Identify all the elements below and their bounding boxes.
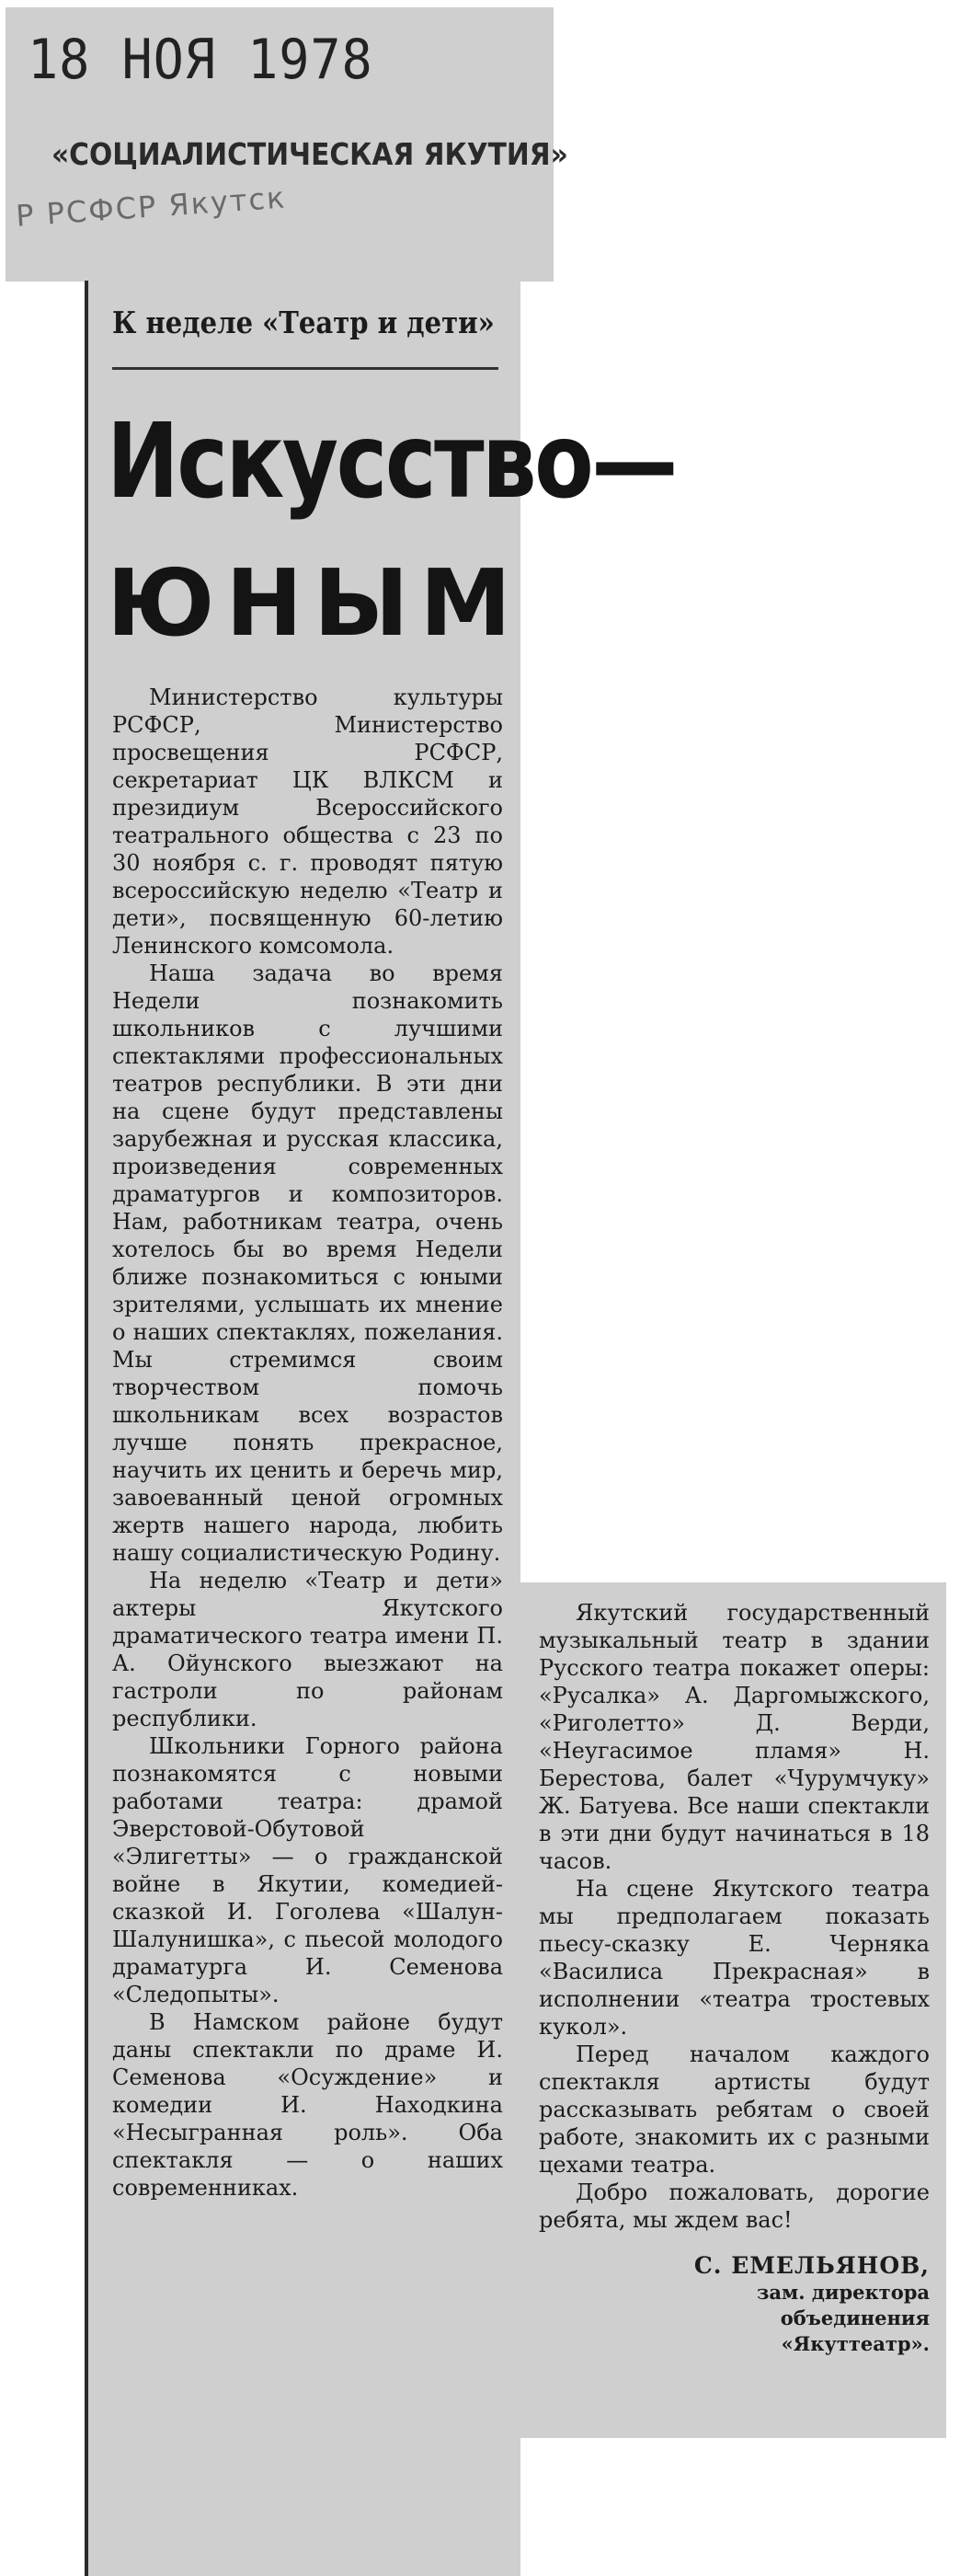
headline-letter: Ы (313, 549, 409, 657)
paragraph: Школьники Горного района познакомятся с новыми работами театра: драмой Эверстовой-Обутовой «Элигетты» — о гражданской войне в Якутии, комедией-сказкой И. Гоголева «Шалун-Шалунишка», с пьесой молодого драматурга И. Семенова «Следопыты». (112, 1733, 503, 2007)
stamp-date: 18 НОЯ 1978 (28, 28, 373, 92)
paragraph: Наша задача во время Недели познакомить школьников с лучшими спектаклями профессиональных театров республики. В эти дни на сцене будут представлены зарубежная и русская классика, произведения современных драматургов и композиторов. Нам, работникам театра, очень хотелось бы во время Недели ближе познакомиться с юными зрителями, услышать их мнение о наших спектаклях, пожелания. Мы стремимся своим творчеством помочь школьникам всех возрастов лучше понять прекрасное, научить их ценить и беречь мир, завоеванный ценой огромных жертв нашего народа, любить нашу социалистическую Родину. (112, 960, 503, 1566)
paragraph: На сцене Якутского театра мы предполагаем показать пьесу-сказку Е. Черняка «Василиса Прекрасная» в исполнении «театра тростевых кукол». (539, 1876, 930, 2040)
article-body-left (112, 684, 503, 2202)
paragraph: Добро пожаловать, дорогие ребята, мы ждем вас! (539, 2179, 930, 2233)
rubric-divider (112, 367, 498, 370)
article-column-right (519, 1582, 946, 2438)
headline-letter: Ю (107, 549, 215, 657)
author-signature (539, 2252, 930, 2357)
paragraph: В Намском районе будут даны спектакли по драме И. Семенова «Осуждение» и комедии И. Находкина «Несыгранная роль». Оба спектакля — о наших современниках. (112, 2009, 503, 2201)
clipping-stamp (6, 7, 568, 282)
paragraph: Перед началом каждого спектакля артисты будут рассказывать ребятам о своей работе, знакомить их с разными цехами театра. (539, 2041, 930, 2178)
headline-line-2 (107, 549, 511, 657)
author-organization-label: объединения (780, 2306, 930, 2329)
paragraph: На неделю «Театр и дети» актеры Якутского драматического театра имени П. А. Ойунского выезжают на гастроли по районам республики. (112, 1568, 503, 1731)
stamp-newspaper-name: «СОЦИАЛИСТИЧЕСКАЯ ЯКУТИЯ» (51, 136, 568, 172)
stamp-handwritten-note: Р РСФСР Якутск (15, 179, 288, 234)
author-organization: «Якуттеатр». (781, 2332, 930, 2355)
headline-letter: М (419, 549, 511, 657)
author-position: зам. директора (757, 2281, 930, 2304)
article-rubric: К неделе «Театр и дети» (112, 305, 495, 340)
author-name: С. ЕМЕЛЬЯНОВ, (693, 2252, 930, 2279)
paragraph: Министерство культуры РСФСР, Министерство просвещения РСФСР, секретариат ЦК ВЛКСМ и президиум Всероссийского театрального общества с 23 по 30 ноября с. г. проводят пятую всероссийскую неделю «Театр и дети», посвященную 60-летию Ленинского комсомола. (112, 684, 503, 959)
article-column-left (85, 281, 676, 2576)
headline-line-1: Искусство— (107, 402, 676, 522)
article-body-right (539, 1599, 930, 2357)
headline-letter: Н (225, 549, 303, 657)
paragraph: Якутский государственный музыкальный театр в здании Русского театра покажет оперы: «Русалка» А. Даргомыжского, «Риголетто» Д. Верди, «Неугасимое пламя» Н. Берестова, балет «Чурумчуку» Ж. Батуева. Все наши спектакли в эти дни будут начинаться в 18 часов. (539, 1600, 930, 1874)
